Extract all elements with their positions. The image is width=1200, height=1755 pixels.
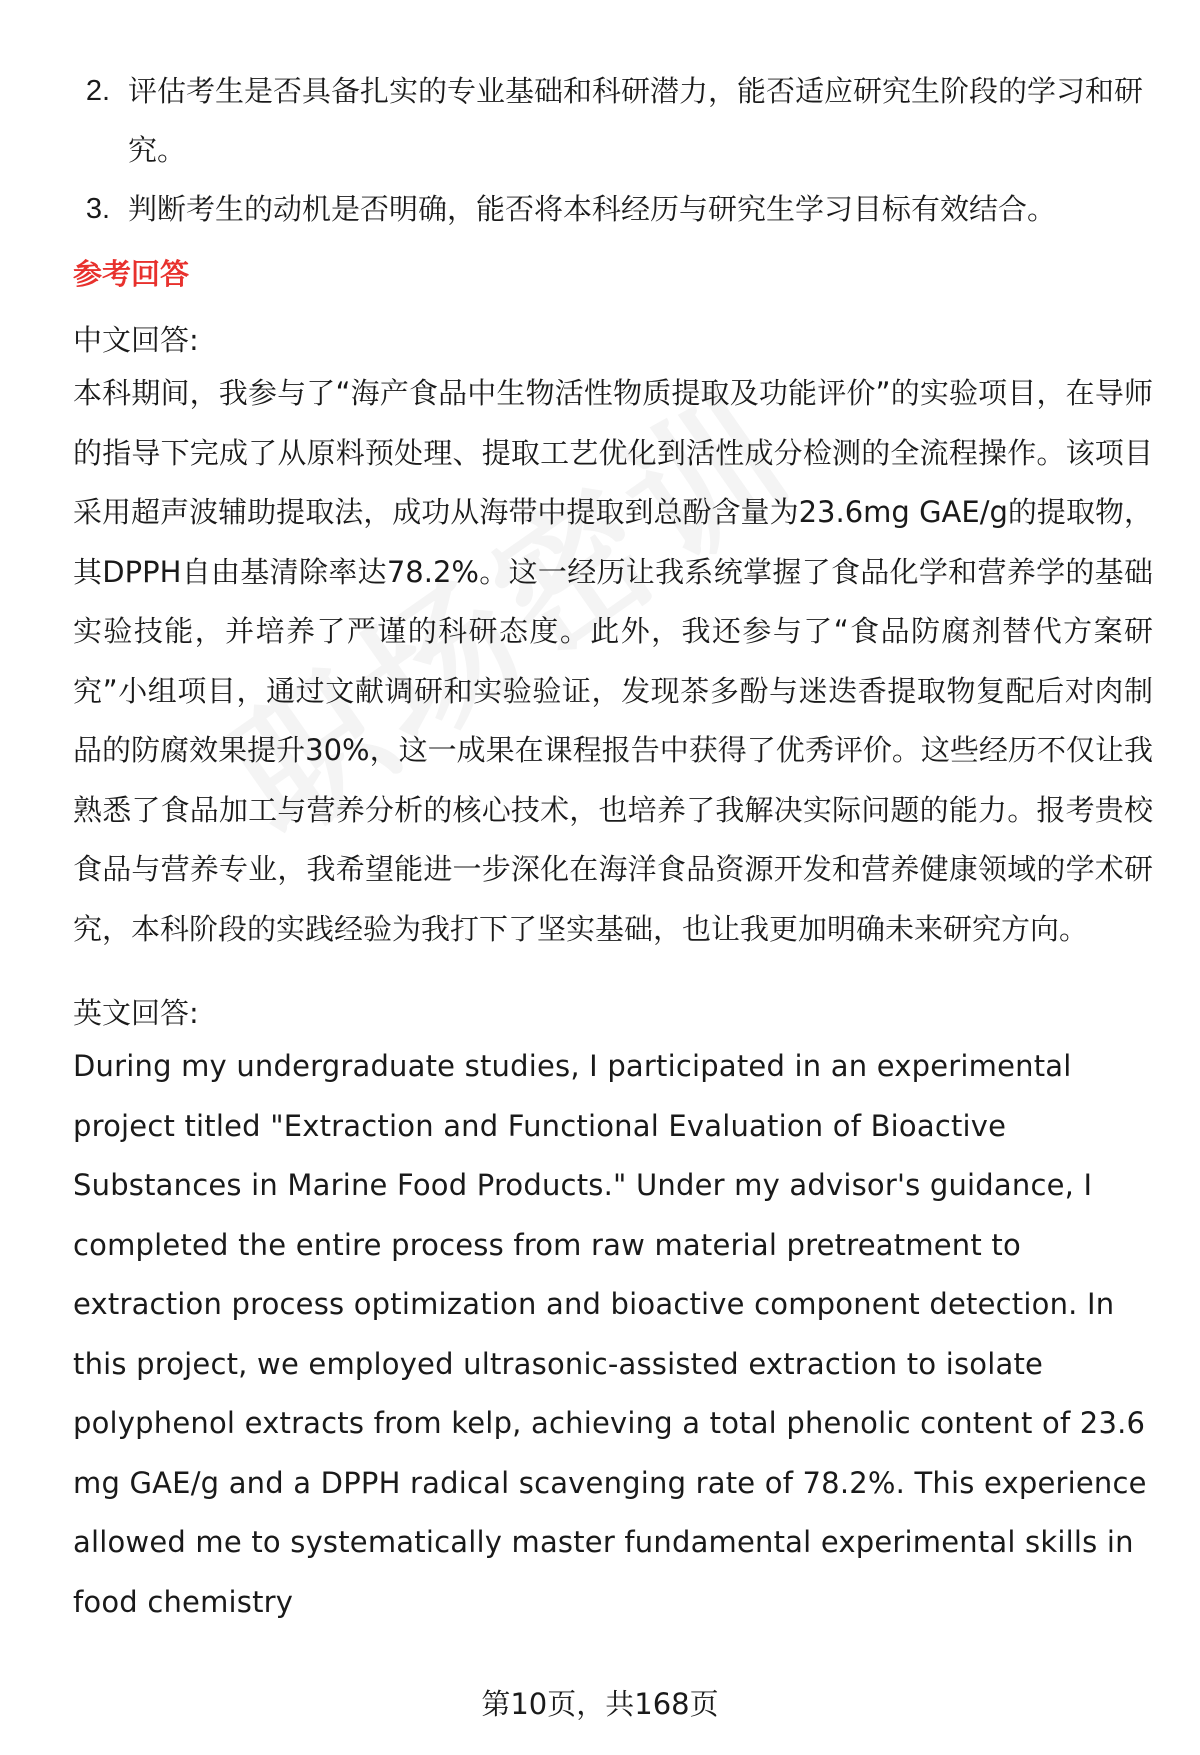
list-item-text: 评估考生是否具备扎实的专业基础和科研潜力，能否适应研究生阶段的学习和研究。	[128, 74, 1144, 167]
reference-answer-heading: 参考回答	[73, 257, 190, 291]
english-answer-label: 英文回答:	[73, 996, 199, 1030]
section-spacer	[73, 959, 1153, 989]
chinese-answer-label: 中文回答:	[73, 323, 199, 357]
list-item-number: 2.	[85, 75, 110, 107]
list-item	[73, 62, 1153, 180]
list-item-text: 判断考生的动机是否明确，能否将本科经历与研究生学习目标有效结合。	[128, 192, 1057, 226]
page-content	[73, 62, 1153, 1632]
list-item	[73, 180, 1153, 239]
english-answer-paragraph: During my undergraduate studies, I participated in an experimental project titled "Extraction and Functional Evaluation of Bioactive Substances in Marine Food Products." Under my advisor's guidance, I completed the entire process from raw material pretreatment to extraction process optimization and bioactive component detection. In this project, we employed ultrasonic-assisted extraction to isolate polyphenol extracts from kelp, achieving a total phenolic content of 23.6 mg GAE/g and a DPPH radical scavenging rate of 78.2%. This experience allowed me to systematically master fundamental experimental skills in food chemistry	[73, 1049, 1147, 1619]
page-number-footer: 第10页，共168页	[481, 1687, 719, 1721]
list-item-number: 3.	[85, 193, 110, 225]
chinese-answer-paragraph: 本科期间，我参与了“海产食品中生物活性物质提取及功能评价”的实验项目，在导师的指导下完成了从原料预处理、提取工艺优化到活性成分检测的全流程操作。该项目采用超声波辅助提取法，成功从海带中提取到总酚含量为23.6mg GAE/g的提取物，其DPPH自由基清除率达78.2%。这一经历让我系统掌握了食品化学和营养学的基础实验技能，并培养了严谨的科研态度。此外，我还参与了“食品防腐剂替代方案研究”小组项目，通过文献调研和实验验证，发现茶多酚与迷迭香提取物复配后对肉制品的防腐效果提升30%，这一成果在课程报告中获得了优秀评价。这些经历不仅让我熟悉了食品加工与营养分析的核心技术，也培养了我解决实际问题的能力。报考贵校食品与营养专业，我希望能进一步深化在海洋食品资源开发和营养健康领域的学术研究，本科阶段的实践经验为我打下了坚实基础，也让我更加明确未来研究方向。	[73, 376, 1153, 946]
